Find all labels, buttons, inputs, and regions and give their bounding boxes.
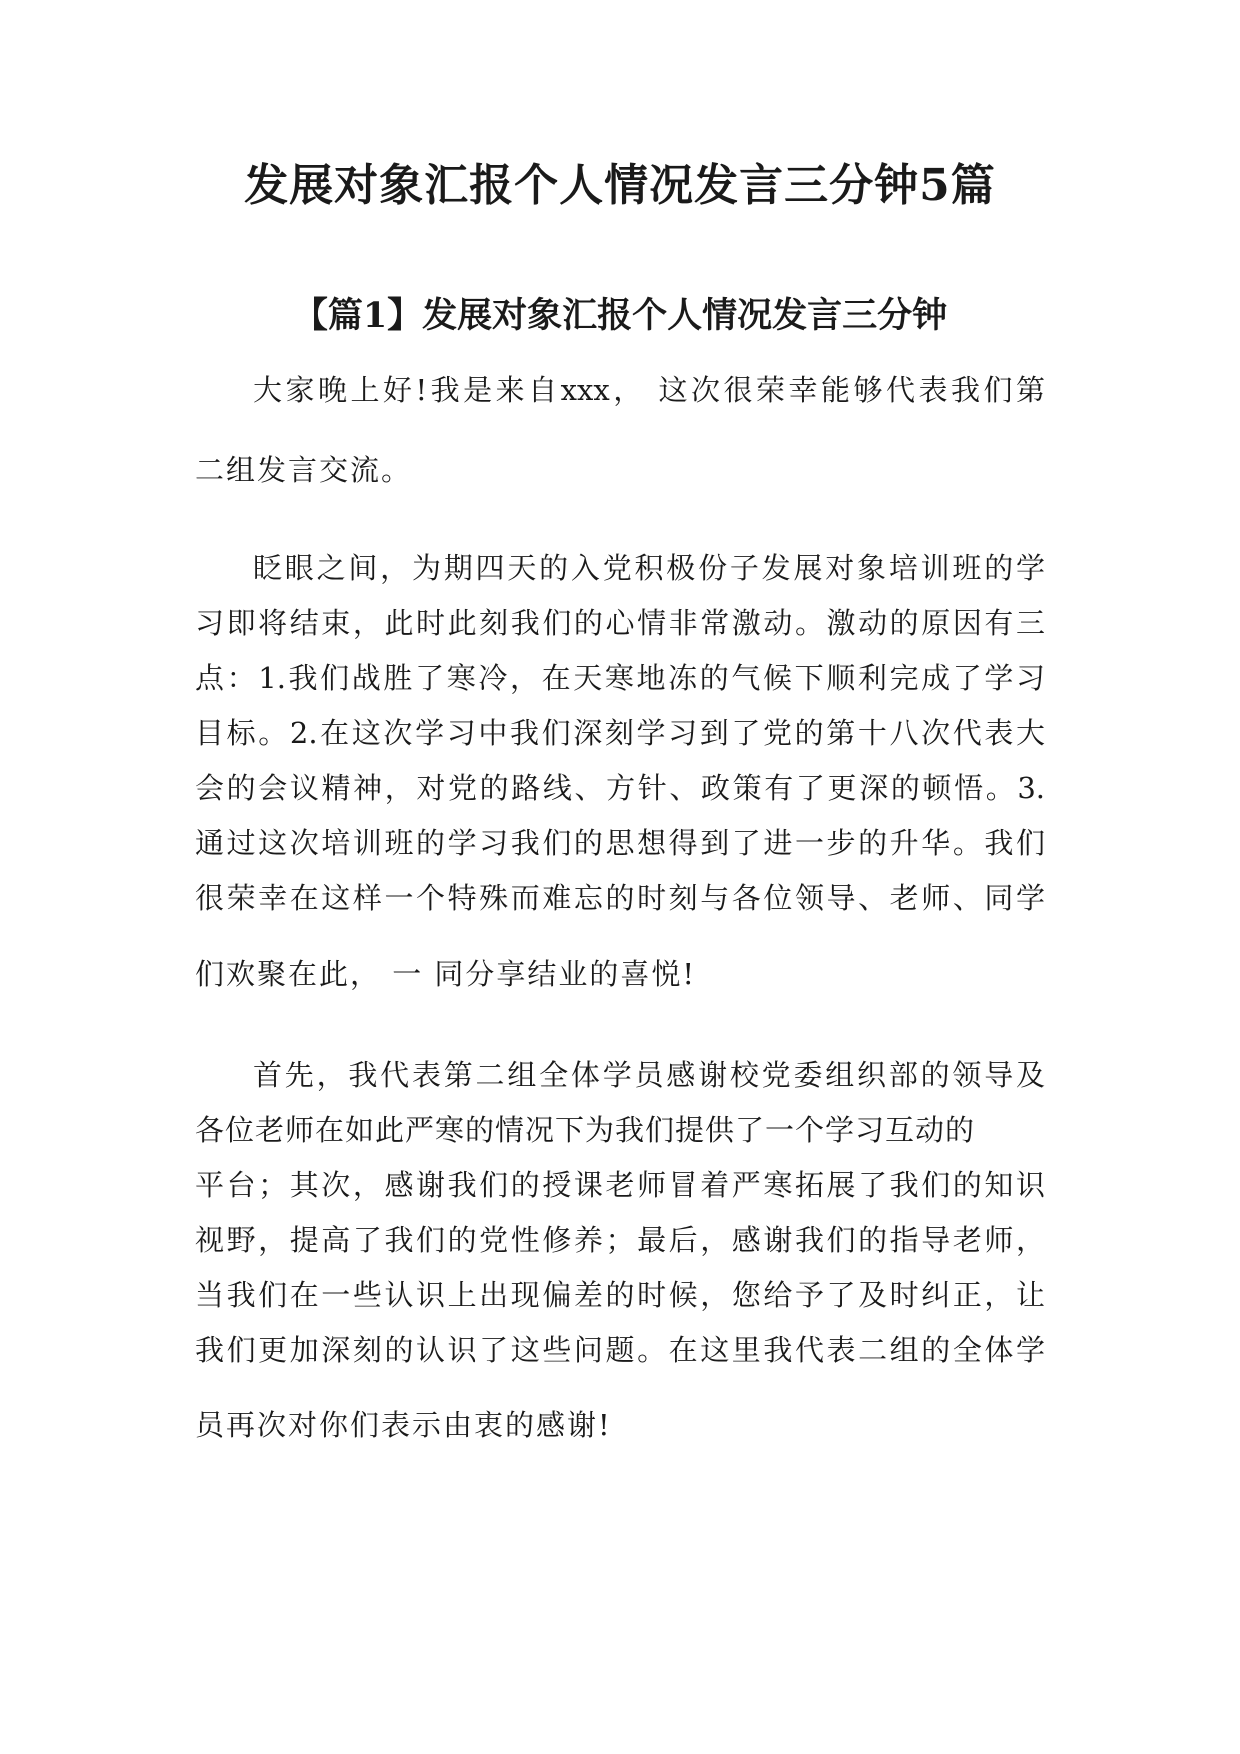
paragraph-line: 通过这次培训班的学习我们的思想得到了进一步的升华。我们 [195, 826, 1045, 860]
paragraph-line: 二组发言交流。 [195, 453, 413, 487]
paragraph-line: 视野，提高了我们的党性修养；最后，感谢我们的指导老师， [195, 1223, 1045, 1257]
paragraph-line: 各位老师在如此严寒的情况下为我们提供了一个学习互动的 [195, 1113, 976, 1147]
paragraph-line: 习即将结束，此时此刻我们的心情非常激动。激动的原因有三 [195, 606, 1045, 640]
paragraph-line: 很荣幸在这样一个特殊而难忘的时刻与各位领导、老师、同学 [195, 881, 1045, 915]
paragraph-line: 目标。2.在这次学习中我们深刻学习到了党的第十八次代表大 [195, 716, 1045, 750]
paragraph-line: 平台；其次，感谢我们的授课老师冒着严寒拓展了我们的知识 [195, 1168, 1045, 1202]
paragraph-line: 点：1.我们战胜了寒冷，在天寒地冻的气候下顺利完成了学习 [195, 661, 1045, 695]
paragraph-line: 首先，我代表第二组全体学员感谢校党委组织部的领导及 [253, 1058, 1045, 1092]
paragraph-line: 当我们在一些认识上出现偏差的时候，您给予了及时纠正，让 [195, 1278, 1045, 1312]
paragraph-line: 大家晚上好!我是来自xxx， 这次很荣幸能够代表我们第 [253, 373, 1045, 407]
paragraph-line: 会的会议精神，对党的路线、方针、政策有了更深的顿悟。3. [195, 771, 1045, 805]
paragraph-line: 们欢聚在此， 一 同分享结业的喜悦! [195, 957, 697, 991]
paragraph-line: 员再次对你们表示由衷的感谢! [195, 1408, 612, 1442]
section-title: 【篇1】发展对象汇报个人情况发言三分钟 [292, 295, 948, 336]
document-title: 发展对象汇报个人情况发言三分钟5篇 [244, 160, 996, 211]
paragraph-line: 我们更加深刻的认识了这些问题。在这里我代表二组的全体学 [195, 1333, 1045, 1367]
paragraph-line: 眨眼之间，为期四天的入党积极份子发展对象培训班的学 [253, 551, 1045, 585]
